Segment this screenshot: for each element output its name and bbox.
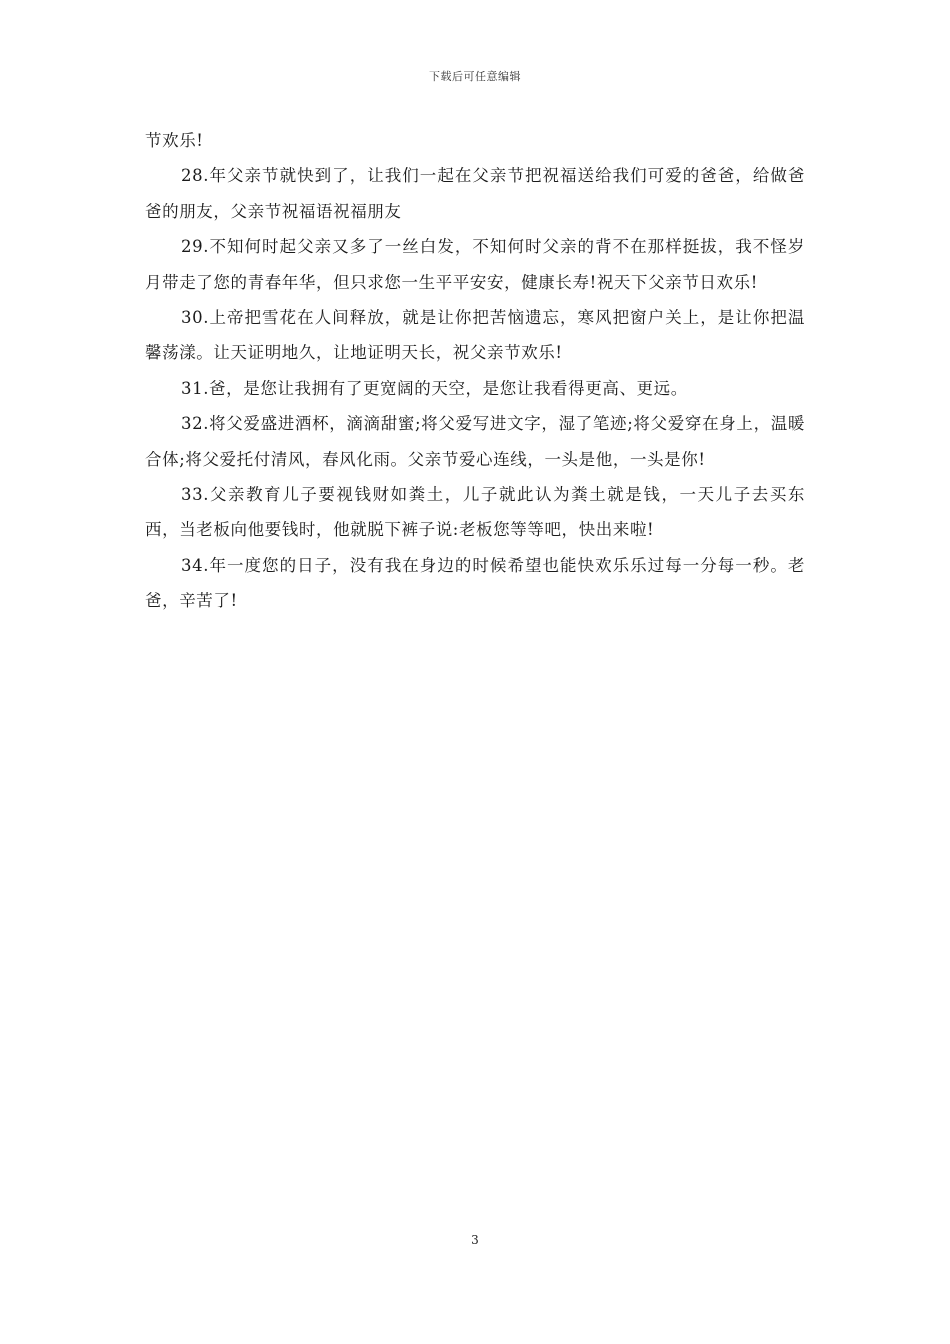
paragraph: 32.将父爱盛进酒杯，滴滴甜蜜;将父爱写进文字，湿了笔迹;将父爱穿在身上，温暖合体;将父爱托付清风，春风化雨。父亲节爱心连线，一头是他，一头是你! — [145, 414, 805, 469]
paragraph: 33.父亲教育儿子要视钱财如粪土，儿子就此认为粪土就是钱，一天儿子去买东西，当老板向他要钱时，他就脱下裤子说:老板您等等吧，快出来啦! — [145, 485, 805, 540]
document-body — [145, 123, 805, 619]
paragraph: 28.年父亲节就快到了，让我们一起在父亲节把祝福送给我们可爱的爸爸，给做爸爸的朋友，父亲节祝福语祝福朋友 — [145, 166, 805, 221]
page-number: 3 — [471, 1233, 479, 1247]
paragraph: 31.爸，是您让我拥有了更宽阔的天空，是您让我看得更高、更远。 — [181, 378, 688, 398]
paragraph: 30.上帝把雪花在人间释放，就是让你把苦恼遗忘，寒风把窗户关上，是让你把温馨荡漾。让天证明地久，让地证明天长，祝父亲节欢乐! — [145, 308, 805, 363]
page-header: 下载后可任意编辑 — [429, 70, 521, 83]
paragraph: 29.不知何时起父亲又多了一丝白发，不知何时父亲的背不在那样挺拔，我不怪岁月带走了您的青春年华，但只求您一生平平安安，健康长寿!祝天下父亲节日欢乐! — [145, 237, 805, 292]
paragraph: 34.年一度您的日子，没有我在身边的时候希望也能快欢乐乐过每一分每一秒。老爸，辛苦了! — [145, 555, 805, 611]
paragraph: 节欢乐! — [145, 131, 204, 150]
